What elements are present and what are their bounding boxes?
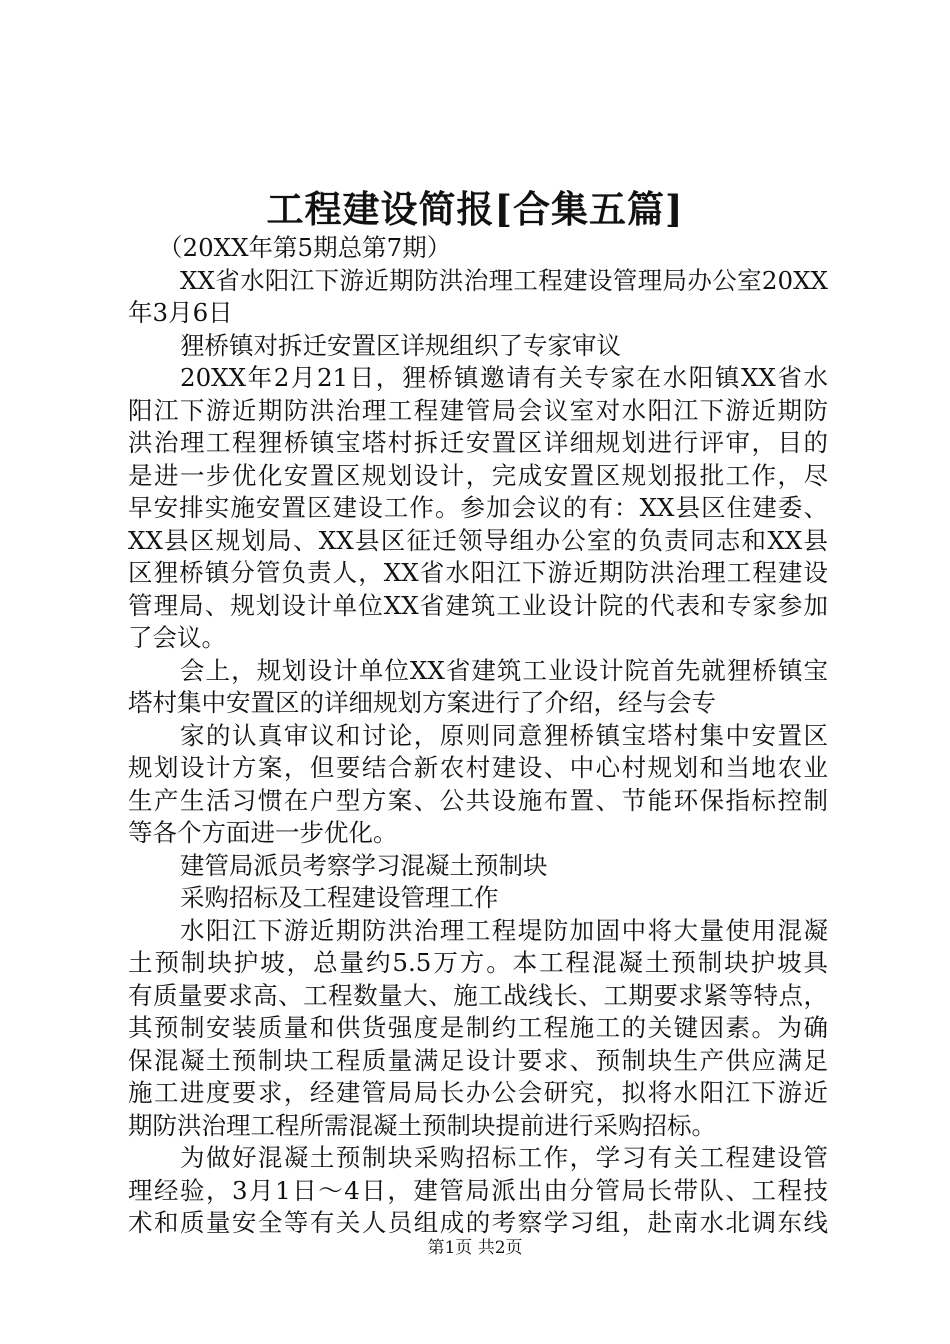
- text-line: 施工进度要求，经建管局局长办公会研究，拟将水阳江下游近: [128, 1078, 828, 1107]
- text-line: 年3月6日: [128, 298, 233, 327]
- text-line: 土预制块护坡，总量约5.5万方。本工程混凝土预制块护坡具: [128, 948, 828, 977]
- text-line: 洪治理工程狸桥镇宝塔村拆迁安置区详细规划进行评审，目的: [128, 428, 828, 457]
- text-line: 保混凝土预制块工程质量满足设计要求、预制块生产供应满足: [128, 1045, 828, 1075]
- text-line: 术和质量安全等有关人员组成的考察学习组，赴南水北调东线: [128, 1208, 828, 1237]
- document-title: 工程建设简报[合集五篇]: [266, 187, 684, 231]
- text-line: 阳江下游近期防洪治理工程建管局会议室对水阳江下游近期防: [128, 395, 828, 425]
- text-line: 理经验，3月1日～4日，建管局派出由分管局长带队、工程技: [128, 1175, 828, 1205]
- text-line: 采购招标及工程建设管理工作: [180, 883, 499, 912]
- text-line: 生产生活习惯在户型方案、公共设施布置、节能环保指标控制: [128, 785, 828, 815]
- text-line: 会上，规划设计单位XX省建筑工业设计院首先就狸桥镇宝: [180, 655, 828, 685]
- text-line: 有质量要求高、工程数量大、施工战线长、工期要求紧等特点，: [128, 980, 828, 1010]
- text-line: 规划设计方案，但要结合新农村建设、中心村规划和当地农业: [128, 753, 828, 782]
- text-line: 家的认真审议和讨论，原则同意狸桥镇宝塔村集中安置区: [180, 720, 828, 750]
- text-line: 了会议。: [128, 623, 226, 652]
- text-line: 是进一步优化安置区规划设计，完成安置区规划报批工作，尽: [128, 460, 828, 490]
- text-line: 为做好混凝土预制块采购招标工作，学习有关工程建设管: [180, 1143, 828, 1172]
- text-line: 狸桥镇对拆迁安置区详规组织了专家审议: [180, 330, 621, 360]
- text-line: 区狸桥镇分管负责人，XX省水阳江下游近期防洪治理工程建设: [128, 558, 828, 587]
- text-line: 早安排实施安置区建设工作。参加会议的有：XX县区住建委、: [128, 493, 828, 522]
- text-line: 管理局、规划设计单位XX省建筑工业设计院的代表和专家参加: [128, 590, 828, 620]
- document-body: [128, 232, 828, 1240]
- text-line: 塔村集中安置区的详细规划方案进行了介绍，经与会专: [128, 688, 716, 717]
- text-line: 建管局派员考察学习混凝土预制块: [180, 850, 548, 880]
- text-line: 其预制安装质量和供货强度是制约工程施工的关键因素。为确: [128, 1013, 828, 1042]
- text-line: （20XX年第5期总第7期）: [158, 233, 452, 262]
- text-line: 等各个方面进一步优化。: [128, 818, 398, 847]
- page-footer: 第1页 共2页: [427, 1238, 523, 1258]
- text-line: XX省水阳江下游近期防洪治理工程建设管理局办公室20XX: [180, 265, 828, 295]
- text-line: XX县区规划局、XX县区征迁领导组办公室的负责同志和XX县: [128, 525, 828, 555]
- text-line: 期防洪治理工程所需混凝土预制块提前进行采购招标。: [128, 1110, 716, 1140]
- text-line: 水阳江下游近期防洪治理工程堤防加固中将大量使用混凝: [180, 915, 828, 945]
- text-line: 20XX年2月21日，狸桥镇邀请有关专家在水阳镇XX省水: [180, 363, 828, 392]
